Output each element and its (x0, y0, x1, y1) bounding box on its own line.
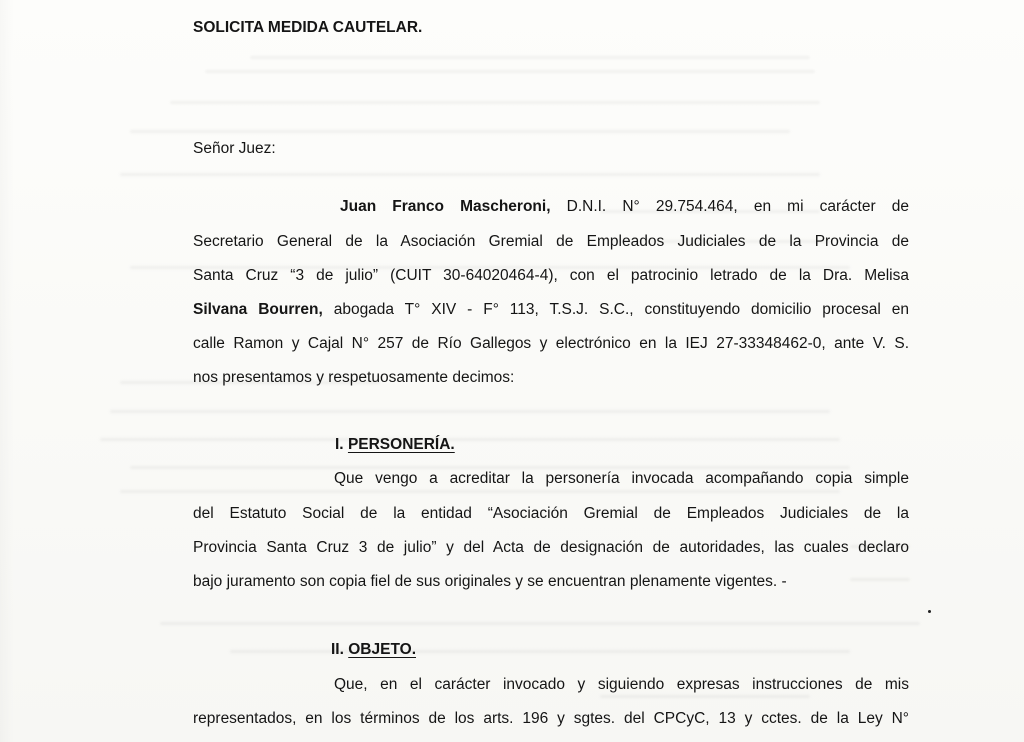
intro-line-2: Secretario General de la Asociación Gremial de Empleados Judiciales de la Provincia de (193, 233, 909, 250)
section-1-number: I. (335, 436, 344, 453)
section-1-heading (335, 435, 455, 455)
section-2-title: OBJETO. (348, 641, 416, 658)
section-2-line-2: representados, en los términos de los arts. 196 y sgtes. del CPCyC, 13 y cctes. de la Ley N° (193, 710, 909, 727)
intro-line-6: nos presentamos y respetuosamente decimos: (193, 369, 515, 386)
ink-speck (928, 610, 931, 613)
section-2-heading (331, 640, 416, 660)
section-2-line-1: Que, en el carácter invocado y siguiendo expresas instrucciones de mis (334, 676, 909, 693)
signatory-name: Juan Franco Mascheroni, (340, 198, 551, 215)
section-1-title: PERSONERÍA. (347, 436, 455, 453)
section-1-line-4: bajo juramento son copia fiel de sus originales y se encuentran plenamente vigentes. - (193, 573, 787, 590)
signatory-id: D.N.I. N° 29.754.464, en mi carácter de (566, 198, 909, 215)
intro-line-5: calle Ramon y Cajal N° 257 de Río Gallegos y electrónico en la IEJ 27-33348462-0, ante V. S. (193, 335, 909, 352)
lawyer-name: Silvana Bourren, (193, 301, 323, 318)
section-1-line-2: del Estatuto Social de la entidad “Asociación Gremial de Empleados Judiciales de la (193, 505, 909, 522)
intro-line-4 (193, 300, 909, 320)
intro-line-1 (340, 197, 909, 217)
intro-line-3: Santa Cruz “3 de julio” (CUIT 30-64020464-4), con el patrocinio letrado de la Dra. Melisa (193, 267, 909, 284)
lawyer-credentials: abogada T° XIV - F° 113, T.S.J. S.C., constituyendo domicilio procesal en (333, 301, 909, 318)
section-1-line-1: Que vengo a acreditar la personería invocada acompañando copia simple (334, 470, 909, 487)
section-1-line-3: Provincia Santa Cruz 3 de julio” y del Acta de designación de autoridades, las cuales declaro (193, 539, 909, 556)
document-heading: SOLICITA MEDIDA CAUTELAR. (193, 19, 423, 36)
section-2-number: II. (331, 641, 344, 658)
salutation: Señor Juez: (193, 140, 276, 157)
